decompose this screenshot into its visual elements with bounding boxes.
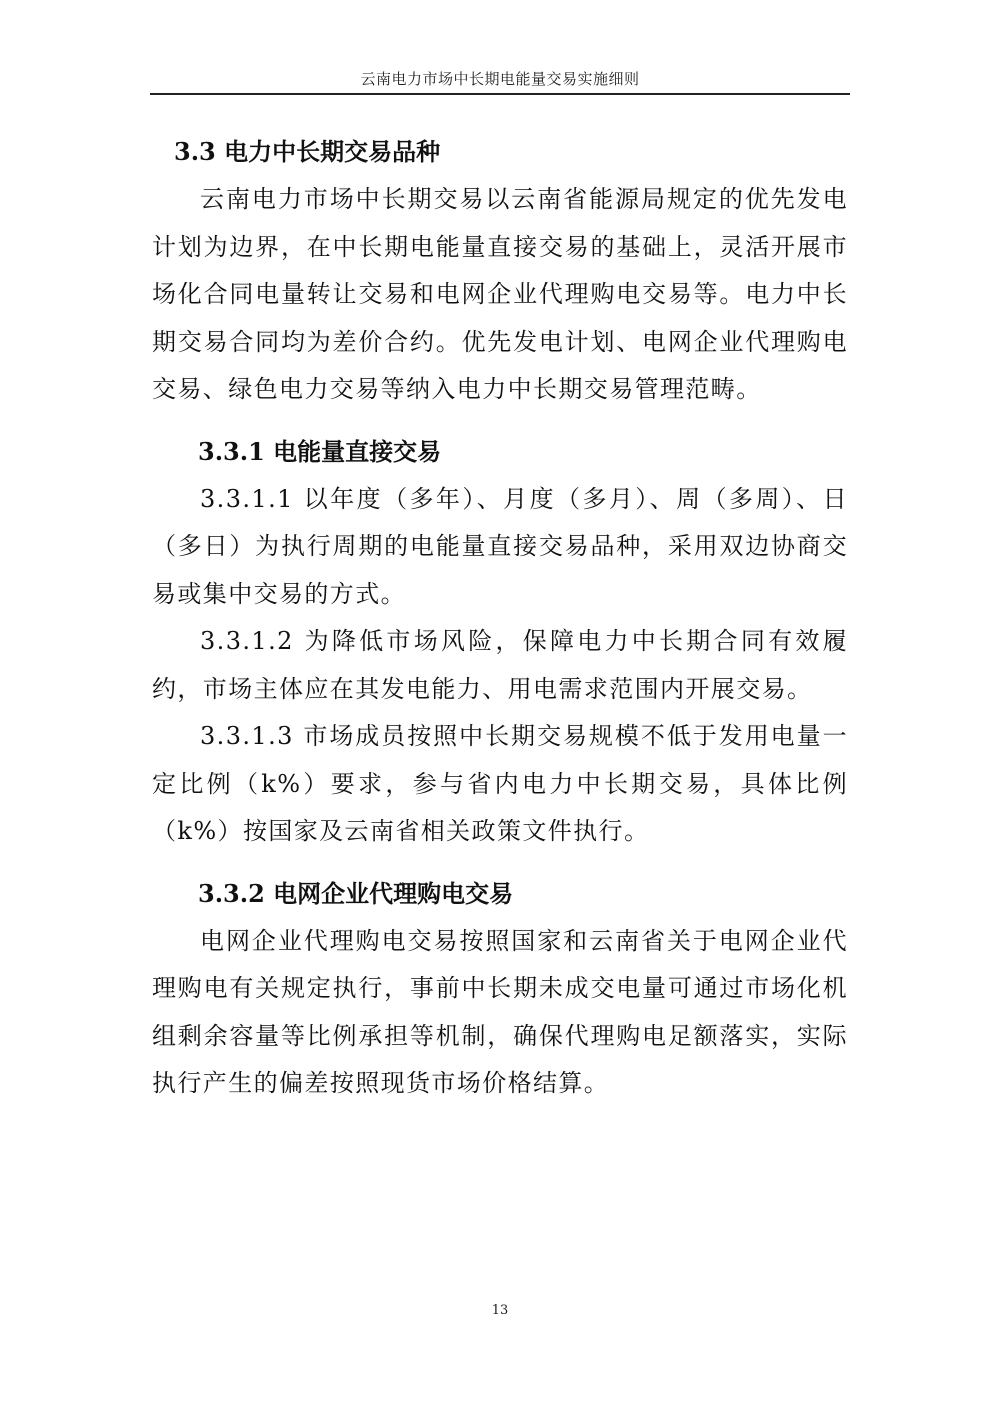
- clause-3-3-1-3: 3.3.1.3 市场成员按照中长期交易规模不低于发用电量一定比例（k%）要求，参与省内电力中长期交易，具体比例（k%）按国家及云南省相关政策文件执行。: [152, 722, 848, 845]
- section-3-3-1-heading: 3.3.1 电能量直接交易: [198, 436, 442, 466]
- running-header: 云南电力市场中长期电能量交易实施细则: [360, 70, 640, 88]
- section-3-3-heading: 3.3 电力中长期交易品种: [174, 137, 441, 166]
- clause-3-3-1-2: 3.3.1.2 为降低市场风险，保障电力中长期合同有效履约，市场主体应在其发电能力、用电需求范围内开展交易。: [152, 627, 848, 703]
- header-rule: [150, 93, 850, 95]
- page-number: 13: [491, 1303, 509, 1318]
- section-3-3-2-heading: 3.3.2 电网企业代理购电交易: [198, 878, 514, 908]
- clause-3-3-1-1: 3.3.1.1 以年度（多年）、月度（多月）、周（多周）、日（多日）为执行周期的电能量直接交易品种，采用双边协商交易或集中交易的方式。: [152, 484, 848, 608]
- section-3-3-2-paragraph: 电网企业代理购电交易按照国家和云南省关于电网企业代理购电有关规定执行，事前中长期未成交电量可通过市场化机组剩余容量等比例承担等机制，确保代理购电足额落实，实际执行产生的偏差按照现货市场价格结算。: [152, 926, 848, 1097]
- page-body: [152, 128, 848, 1108]
- section-3-3-paragraph: 云南电力市场中长期交易以云南省能源局规定的优先发电计划为边界，在中长期电能量直接交易的基础上，灵活开展市场化合同电量转让交易和电网企业代理购电交易等。电力中长期交易合同均为差价合约。优先发电计划、电网企业代理购电交易、绿色电力交易等纳入电力中长期交易管理范畴。: [152, 185, 848, 403]
